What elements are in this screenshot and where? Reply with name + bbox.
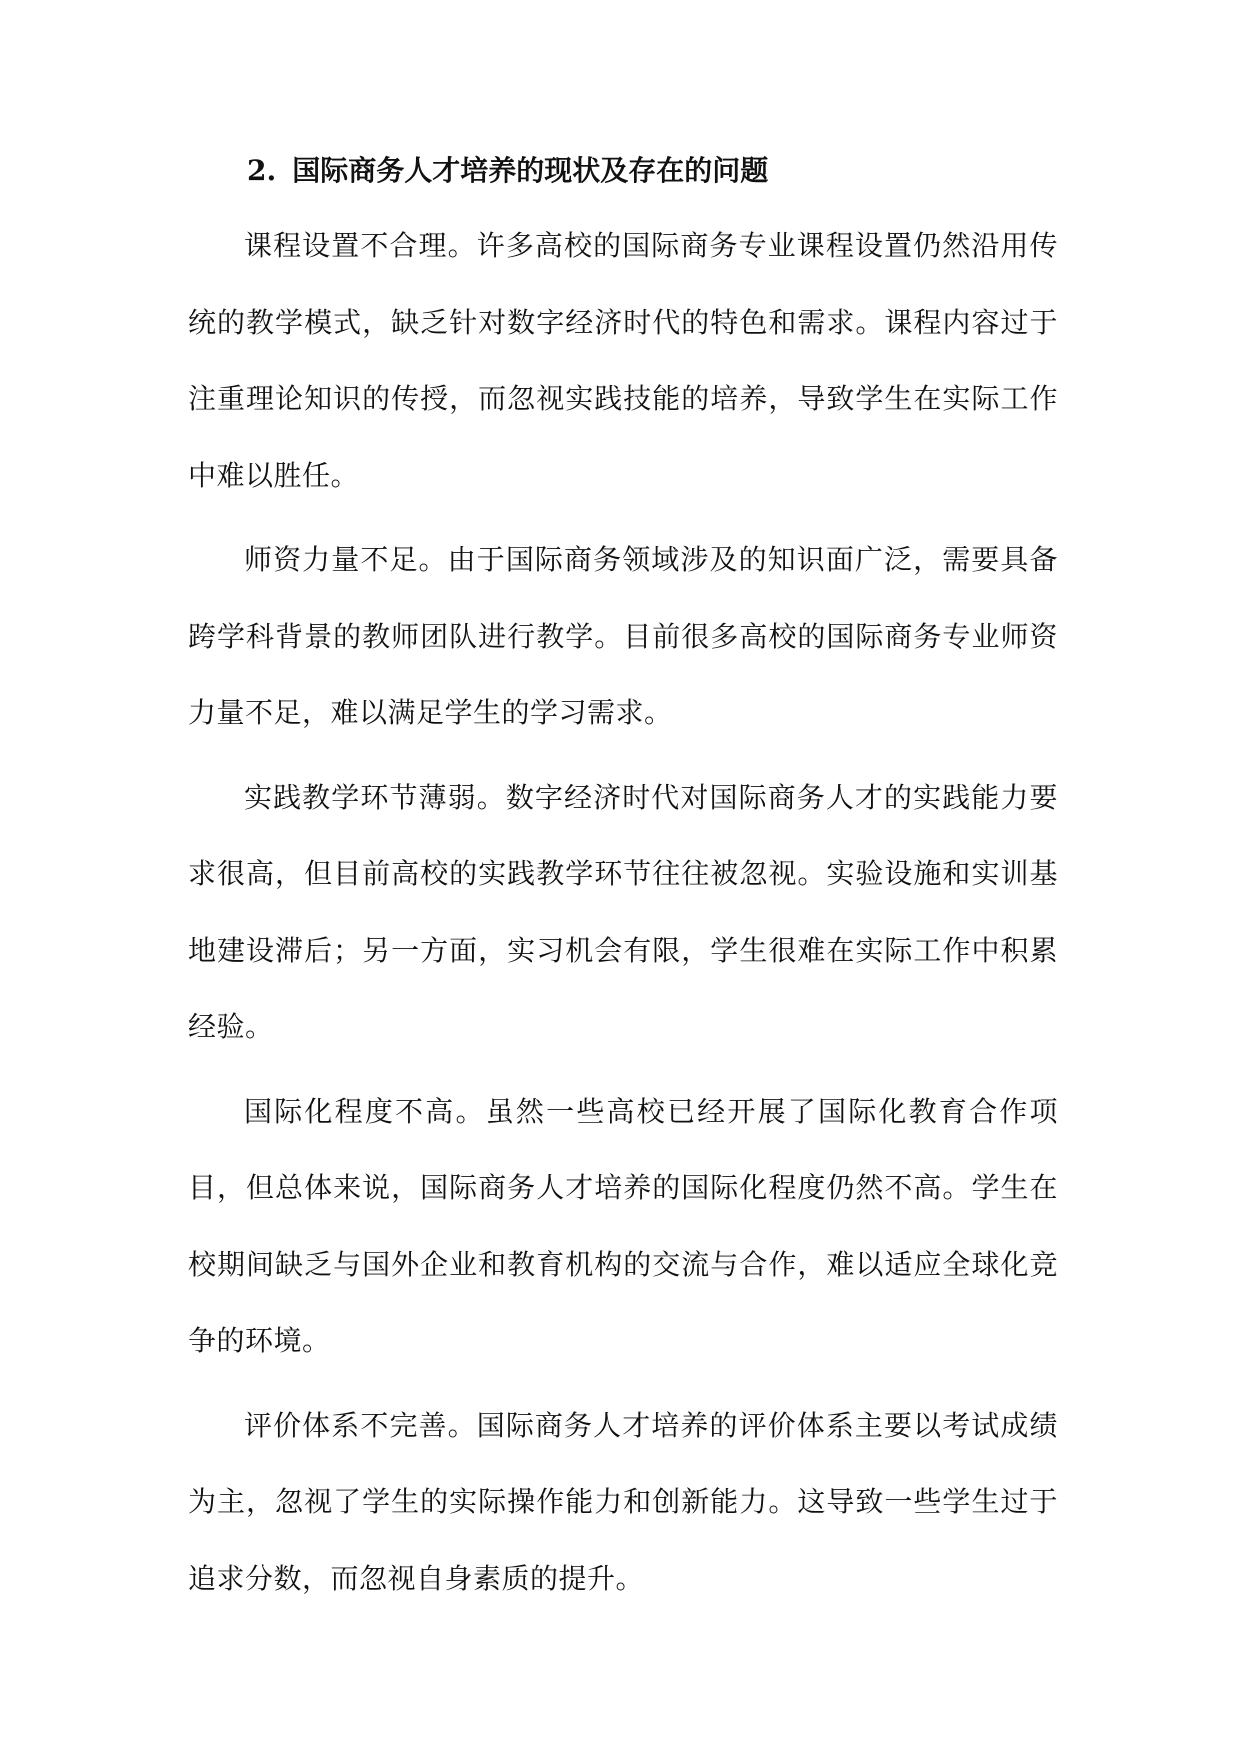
paragraph-internationalization: 国际化程度不高。虽然一些高校已经开展了国际化教育合作项目，但总体来说，国际商务人才培养的国际化程度仍然不高。学生在校期间缺乏与国外企业和教育机构的交流与合作，难以适应全球化竞争的环境。 [188,1094,1058,1357]
paragraph-evaluation: 评价体系不完善。国际商务人才培养的评价体系主要以考试成绩为主，忽视了学生的实际操作能力和创新能力。这导致一些学生过于追求分数，而忽视自身素质的提升。 [188,1408,1058,1595]
section-heading [188,142,1058,200]
paragraph-practice: 实践教学环节薄弱。数字经济时代对国际商务人才的实践能力要求很高，但目前高校的实践教学环节往往被忽视。实验设施和实训基地建设滞后；另一方面，实习机会有限，学生很难在实际工作中积累经验。 [188,780,1058,1043]
document-body [188,142,1058,1625]
paragraph-curriculum: 课程设置不合理。许多高校的国际商务专业课程设置仍然沿用传统的教学模式，缺乏针对数字经济时代的特色和需求。课程内容过于注重理论知识的传授，而忽视实践技能的培养，导致学生在实际工作中难以胜任。 [188,229,1058,492]
paragraph-faculty: 师资力量不足。由于国际商务领域涉及的知识面广泛，需要具备跨学科背景的教师团队进行教学。目前很多高校的国际商务专业师资力量不足，难以满足学生的学习需求。 [188,543,1058,729]
section-title: 国际商务人才培养的现状及存在的问题 [292,154,769,187]
section-number: 2. [247,154,277,187]
